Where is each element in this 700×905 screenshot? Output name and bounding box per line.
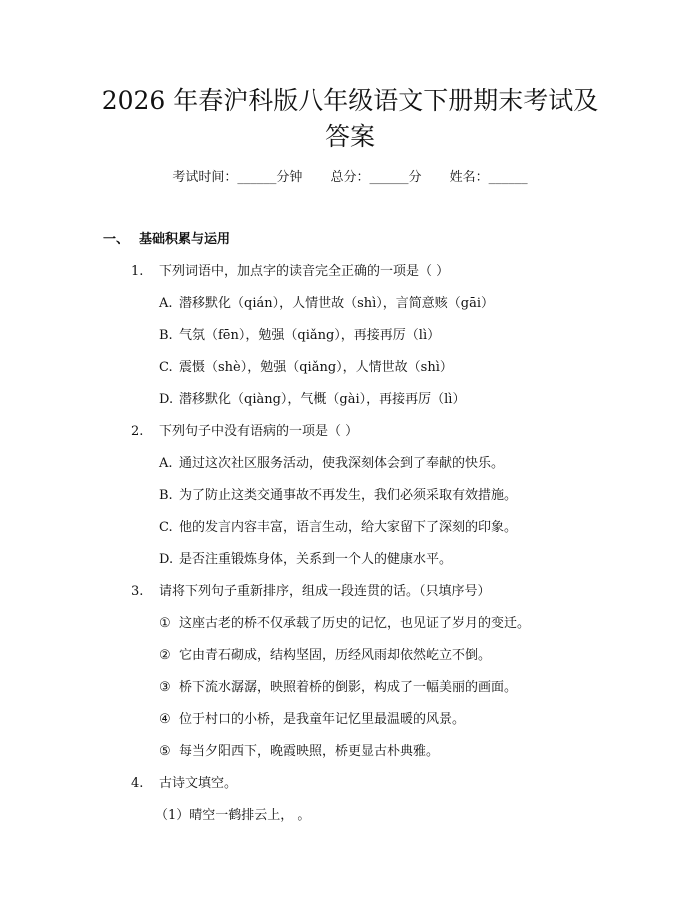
option-letter: C. (159, 360, 173, 375)
score-field (330, 168, 421, 188)
question-stem: 古诗文填空。 (159, 776, 238, 791)
sentence-text: 它由青石砌成，结构坚固，历经风雨却依然屹立不倒。 (179, 648, 492, 663)
name-field (450, 168, 528, 188)
exam-time-blank: ______ (237, 170, 277, 185)
question-3 (131, 582, 491, 602)
question-4 (131, 774, 237, 794)
option-letter: B. (159, 488, 173, 503)
option-text: 潜移默化（qián），人情世故（shì），言简意赅（gāi） (179, 296, 495, 311)
question-stem: 下列词语中，加点字的读音完全正确的一项是（ ） (159, 264, 450, 279)
question-number: 4. (131, 776, 144, 791)
q2-option-b (159, 486, 517, 506)
exam-time-unit: 分钟 (276, 170, 303, 185)
exam-time-label: 考试时间： (172, 170, 238, 185)
exam-title-line1: 2026 年春沪科版八年级语文下册期末考试及 (101, 86, 599, 115)
q1-option-b (159, 326, 440, 346)
sentence-marker: ② (159, 648, 171, 663)
sentence-text: 每当夕阳西下，晚霞映照，桥更显古朴典雅。 (179, 744, 440, 759)
option-letter: D. (159, 552, 174, 567)
q3-sentence-3 (159, 678, 517, 698)
option-letter: D. (159, 392, 174, 407)
option-text: 他的发言内容丰富，语言生动，给大家留下了深刻的印象。 (179, 520, 518, 535)
question-stem: 下列句子中没有语病的一项是（ ） (159, 424, 359, 439)
q1-option-d (159, 390, 465, 410)
sentence-marker: ⑤ (159, 744, 171, 759)
sentence-text: 桥下流水潺潺，映照着桥的倒影，构成了一幅美丽的画面。 (179, 680, 518, 695)
q4-subquestion-1: （1）晴空一鹤排云上， 。 (155, 808, 311, 823)
q3-sentence-1 (159, 614, 530, 634)
option-text: 为了防止这类交通事故不再发生，我们必须采取有效措施。 (179, 488, 518, 503)
option-text: 震慑（shè），勉强（qiǎng），人情世故（shì） (179, 360, 453, 375)
sentence-text: 位于村口的小桥，是我童年记忆里最温暖的风景。 (179, 712, 466, 727)
option-letter: C. (159, 520, 173, 535)
sentence-marker: ① (159, 616, 171, 631)
name-label: 姓名： (449, 170, 489, 185)
option-letter: B. (159, 328, 173, 343)
section-heading (103, 230, 230, 250)
section-number: 一、 (103, 232, 130, 247)
q2-option-c (159, 518, 517, 538)
option-text: 通过这次社区服务活动，使我深刻体会到了奉献的快乐。 (179, 456, 505, 471)
exam-time-field (172, 168, 302, 188)
exam-meta (0, 168, 700, 188)
score-blank: ______ (369, 170, 409, 185)
name-blank: ______ (488, 170, 528, 185)
question-stem: 请将下列句子重新排序，组成一段连贯的话。（只填序号） (159, 584, 491, 599)
q2-option-a (159, 454, 504, 474)
q1-option-c (159, 358, 453, 378)
option-text: 是否注重锻炼身体，关系到一个人的健康水平。 (179, 552, 453, 567)
sentence-marker: ③ (159, 680, 171, 695)
question-number: 2. (131, 424, 144, 439)
score-label: 总分： (330, 170, 370, 185)
score-unit: 分 (408, 170, 422, 185)
q3-sentence-2 (159, 646, 491, 666)
sentence-marker: ④ (159, 712, 171, 727)
section-title: 基础积累与运用 (139, 232, 231, 247)
q1-option-a (159, 294, 494, 314)
question-2 (131, 422, 358, 442)
option-text: 气氛（fēn），勉强（qiǎng），再接再厉（lì） (179, 328, 441, 343)
option-letter: A. (159, 296, 173, 311)
question-number: 3. (131, 584, 144, 599)
q3-sentence-4 (159, 710, 465, 730)
option-text: 潜移默化（qiàng），气概（gài），再接再厉（lì） (179, 392, 466, 407)
option-letter: A. (159, 456, 173, 471)
q2-option-d (159, 550, 452, 570)
question-number: 1. (131, 264, 144, 279)
exam-title-line2: 答案 (324, 122, 375, 151)
sentence-text: 这座古老的桥不仅承载了历史的记忆，也见证了岁月的变迁。 (179, 616, 531, 631)
q3-sentence-5 (159, 742, 439, 762)
question-1 (131, 262, 449, 282)
